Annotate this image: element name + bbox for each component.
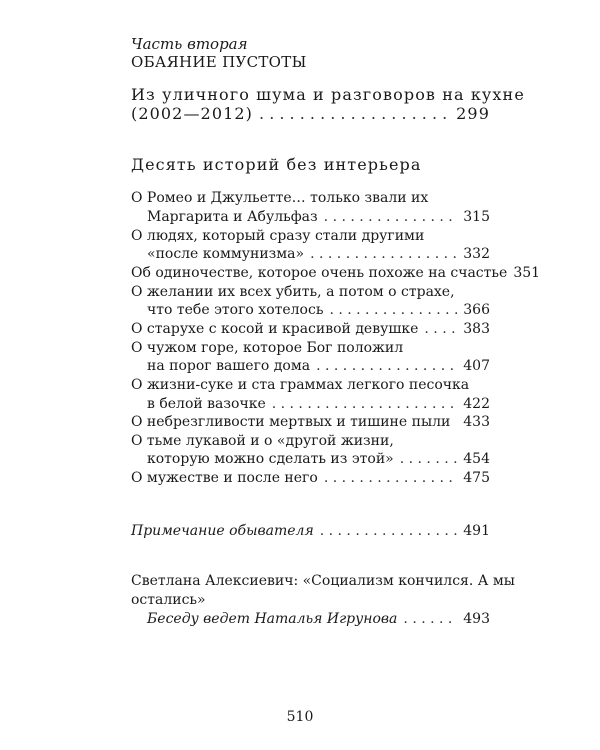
dot-leader <box>272 396 458 412</box>
toc-entry[interactable] <box>131 321 490 341</box>
dot-leader <box>320 523 458 539</box>
toc-entry-street-line1: Из уличного шума и разговоров на кухне <box>131 85 525 104</box>
page-number: 366 <box>463 302 490 318</box>
page-number: 407 <box>463 358 490 374</box>
dot-leader <box>324 470 457 486</box>
dot-leader <box>329 302 457 318</box>
dot-leader <box>259 104 450 123</box>
toc-entry[interactable] <box>131 265 541 285</box>
page-number: 383 <box>463 321 490 337</box>
section-heading-stories: Десять историй без интерьера <box>131 155 422 174</box>
part-title: ОБАЯНИЕ ПУСТОТЫ <box>131 53 307 71</box>
dot-leader <box>324 209 458 225</box>
toc-entry[interactable] <box>147 451 490 471</box>
toc-entry[interactable] <box>147 302 490 322</box>
toc-entry[interactable] <box>147 209 490 229</box>
toc-entry-title-cont: на порог вашего дома <box>147 358 311 374</box>
toc-entry-street-line2: (2002—2012) <box>131 104 254 123</box>
toc-entry-title-cont: что тебе этого хотелось <box>147 302 324 318</box>
folio-page-number: 510 <box>286 709 314 725</box>
toc-entry-title-cont: которую можно сделать из этой» <box>147 451 394 467</box>
toc-entry-title: О небрезгливости мертвых и тишине пыли <box>131 414 451 430</box>
toc-entry-title: О чужом горе, которое Бог положил <box>131 340 404 356</box>
toc-entry-title-cont: «после коммунизма» <box>147 246 305 262</box>
toc-entry-note[interactable] <box>131 523 490 543</box>
toc-entry-title: О старухе с косой и красивой девушке <box>131 321 419 337</box>
toc-entry[interactable] <box>147 396 490 416</box>
toc-entry-subtitle: Беседу ведет Наталья Игрунова <box>147 611 398 627</box>
toc-entry-title: Об одиночестве, которое очень похоже на счастье <box>131 265 508 281</box>
page-number: 433 <box>463 414 490 430</box>
page-number: 491 <box>463 523 490 539</box>
page-number: 332 <box>463 246 490 262</box>
dot-leader <box>400 451 458 467</box>
toc-entry-title: О Ромео и Джульетте… только звали их <box>131 190 429 206</box>
page-number: 454 <box>463 451 490 467</box>
page-number: 422 <box>463 396 490 412</box>
page-number: 351 <box>513 265 541 281</box>
page-number: 299 <box>456 104 490 123</box>
toc-entry-title-cont: в белой вазочке <box>147 396 266 412</box>
toc-entry-interview[interactable] <box>147 611 490 631</box>
toc-entry-title: О жизни-суке и ста граммах легкого песочка <box>131 377 470 393</box>
dot-leader <box>403 611 457 627</box>
part-label: Часть вторая <box>131 35 248 53</box>
toc-entry[interactable] <box>147 358 490 378</box>
page-number: 315 <box>463 209 490 225</box>
toc-entry-title: О мужестве и после него <box>131 470 318 486</box>
toc-entry-title: Светлана Алексиевич: «Социализм кончился. А мы <box>131 573 515 589</box>
dot-leader <box>316 358 457 374</box>
toc-entry-title: О тьме лукавой и о «другой жизни, <box>131 433 394 449</box>
dot-leader <box>310 246 457 262</box>
toc-entry-street[interactable] <box>131 104 490 124</box>
toc-entry-title-cont: Маргарита и Абульфаз <box>147 209 318 225</box>
toc-entry[interactable] <box>147 246 490 266</box>
toc-entry-title: О желании их всех убить, а потом о страхе, <box>131 284 455 300</box>
page-number: 475 <box>463 470 490 486</box>
toc-entry-title-cont: остались» <box>131 592 206 608</box>
dot-leader <box>424 321 457 337</box>
toc-entry-title: О людях, который сразу стали другими <box>131 228 425 244</box>
toc-entry-title: Примечание обывателя <box>131 523 314 539</box>
page-number: 493 <box>463 611 490 627</box>
toc-entry[interactable] <box>131 414 490 434</box>
dot-leader <box>456 414 457 430</box>
toc-entry[interactable] <box>131 470 490 490</box>
